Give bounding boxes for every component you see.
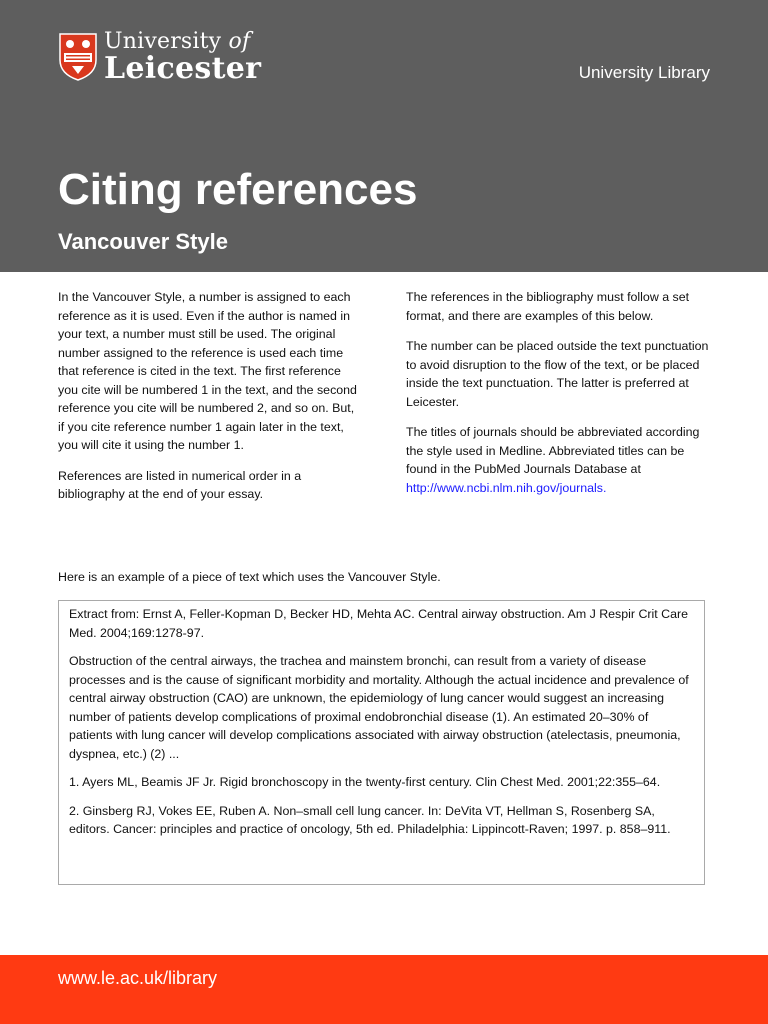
page-title: Citing references (58, 165, 418, 214)
header-banner (0, 0, 768, 272)
university-crest-icon (58, 32, 98, 82)
right-column (406, 288, 712, 509)
extract-reference-1: 1. Ayers ML, Beamis JF Jr. Rigid bronchoscopy in the twenty-first century. Clin Chest Med. 2001;22:355–64. (69, 775, 661, 789)
logo-line-university: University of (104, 29, 251, 54)
right-paragraph-3: The titles of journals should be abbreviated according the style used in Medline. Abbreviated titles can be found in the PubMed Journals Database at http://www.ncbi.nlm.nih.gov/journals. (406, 425, 700, 495)
extract-box (58, 600, 705, 885)
pubmed-journals-link[interactable]: http://www.ncbi.nlm.nih.gov/journals. (406, 480, 607, 495)
left-paragraph-2: References are listed in numerical order in a bibliography at the end of your essay. (58, 468, 302, 501)
right-paragraph-1: The references in the bibliography must follow a set format, and there are examples of this below. (406, 290, 690, 323)
extract-reference-2: 2. Ginsberg RJ, Vokes EE, Ruben A. Non–small cell lung cancer. In: DeVita VT, Hellman S, Rosenberg SA, editors. Cancer: principles and practice of oncology, 5th ed. Philadelphia: Lippincott-Raven; 1997. p. 858–911. (69, 803, 671, 836)
right-paragraph-2: The number can be placed outside the text punctuation to avoid disruption to the flow of the text, or be placed inside the text punctuation. The latter is preferred at Leicester. (406, 339, 709, 409)
extract-passage: Obstruction of the central airways, the trachea and mainstem bronchi, can result from a variety of disease processes and is the cause of significant morbidity and mortality. Although the actual incidence and prevalence of central airway obstruction (CAO) are unknown, the epidemiology of lung cancer would suggest an increasing number of patients develop complications of proximal endobronchial disease (1). An estimated 20–30% of patients with lung cancer will develop complications associated with airway obstruction (atelectasis, pneumonia, dyspnea, etc.) (2) ... (69, 654, 689, 761)
page-subtitle: Vancouver Style (58, 229, 228, 254)
example-intro: Here is an example of a piece of text which uses the Vancouver Style. (58, 570, 441, 584)
library-label: University Library (578, 63, 710, 82)
logo-line-leicester: Leicester (104, 51, 262, 86)
footer-url-link[interactable]: www.le.ac.uk/library (58, 968, 218, 988)
left-paragraph-1: In the Vancouver Style, a number is assigned to each reference as it is used. Even if the author is named in your text, a number must still be used. The original number assigned to the reference is used each time that reference is cited in the text. The first reference you cite will be numbered 1 in the text, and the second reference you cite will be numbered 2, and so on. But, if you cite reference number 1 again later in the text, you will cite it using the number 1. (58, 290, 357, 452)
logo-wordmark (104, 30, 261, 84)
extract-source: Extract from: Ernst A, Feller-Kopman D, Becker HD, Mehta AC. Central airway obstruction. Am J Respir Crit Care Med. 2004;169:1278-97. (69, 607, 689, 640)
left-column (58, 288, 358, 516)
university-logo[interactable] (58, 30, 261, 84)
footer-bar (0, 955, 768, 1024)
